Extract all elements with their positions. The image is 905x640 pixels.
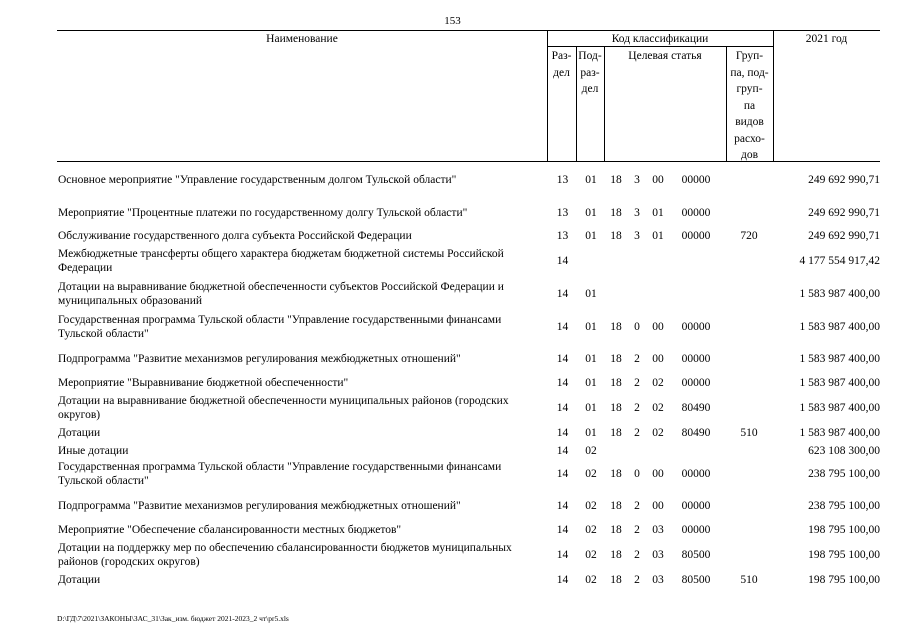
row-code-c2: 3 bbox=[634, 230, 640, 242]
header-vid bbox=[726, 48, 773, 164]
row-code-c4: 00000 bbox=[681, 468, 711, 480]
row-code-c2: 2 bbox=[634, 524, 640, 536]
table-row bbox=[0, 313, 905, 340]
row-code-c2: 2 bbox=[634, 549, 640, 561]
row-code-c2: 2 bbox=[634, 353, 640, 365]
row-code-c3: 00 bbox=[652, 353, 664, 365]
row-code-c4: 00000 bbox=[681, 207, 711, 219]
table-row bbox=[0, 460, 905, 487]
row-amount: 1 583 987 400,00 bbox=[799, 402, 880, 414]
row-code-pr: 01 bbox=[585, 427, 597, 439]
row-amount: 1 583 987 400,00 bbox=[799, 377, 880, 389]
col-divider-vid bbox=[773, 30, 774, 161]
row-code-c4: 80500 bbox=[681, 574, 711, 586]
file-path-footer: D:\ГД\7\2021\ЗАКОНЫ\ЗАС_31\Зак_изм. бюджет 2021-2023_2 чт\pr5.xls bbox=[57, 614, 289, 623]
row-code-c4: 00000 bbox=[681, 321, 711, 333]
row-code-c2: 0 bbox=[634, 468, 640, 480]
row-name: Подпрограмма "Развитие механизмов регулирования межбюджетных отношений" bbox=[58, 500, 461, 512]
row-code-c1: 18 bbox=[610, 174, 622, 186]
row-code-c3: 03 bbox=[652, 524, 664, 536]
row-code-c3: 02 bbox=[652, 377, 664, 389]
table-row bbox=[0, 394, 905, 421]
row-amount: 238 795 100,00 bbox=[808, 468, 880, 480]
row-code-c1: 18 bbox=[610, 230, 622, 242]
header-vid-line: видов bbox=[735, 116, 764, 128]
row-code-r: 14 bbox=[556, 288, 569, 300]
row-amount: 1 583 987 400,00 bbox=[799, 288, 880, 300]
row-code-c4: 00000 bbox=[681, 353, 711, 365]
header-vid-line: Груп- bbox=[735, 50, 764, 62]
row-name: Межбюджетные трансферты общего характера бюджетам бюджетной системы Российской Федерации bbox=[58, 248, 504, 274]
row-code-c2: 2 bbox=[634, 500, 640, 512]
row-name: Мероприятие "Процентные платежи по государственному долгу Тульской области" bbox=[58, 207, 468, 219]
row-code-r: 14 bbox=[556, 549, 569, 561]
row-code-c3: 00 bbox=[652, 500, 664, 512]
row-code-c3: 01 bbox=[652, 230, 664, 242]
row-code-c1: 18 bbox=[610, 524, 622, 536]
row-amount: 238 795 100,00 bbox=[808, 500, 880, 512]
row-amount: 1 583 987 400,00 bbox=[799, 321, 880, 333]
row-code-v: 510 bbox=[740, 574, 758, 586]
row-code-pr: 02 bbox=[585, 468, 597, 480]
header-vid-line: па, под- bbox=[730, 66, 769, 79]
row-code-r: 13 bbox=[556, 174, 569, 186]
row-code-pr: 01 bbox=[585, 288, 597, 300]
table-row bbox=[0, 173, 905, 191]
row-code-pr: 01 bbox=[585, 230, 597, 242]
row-amount: 1 583 987 400,00 bbox=[799, 427, 880, 439]
row-name: Дотации на выравнивание бюджетной обеспеченности субъектов Российской Федерации и муниципальных образований bbox=[58, 281, 504, 307]
row-code-c3: 02 bbox=[652, 427, 664, 439]
row-code-c3: 01 bbox=[652, 207, 664, 219]
row-name: Государственная программа Тульской области "Управление государственными финансами Тульской области" bbox=[58, 461, 502, 487]
row-code-c2: 2 bbox=[634, 427, 640, 439]
row-code-c2: 0 bbox=[634, 321, 640, 333]
row-code-c1: 18 bbox=[610, 402, 622, 414]
table-row bbox=[0, 426, 905, 444]
header-razdel bbox=[547, 48, 576, 81]
row-code-c3: 00 bbox=[652, 321, 664, 333]
row-code-c4: 00000 bbox=[681, 230, 711, 242]
header-podrazdel bbox=[576, 48, 604, 98]
row-code-r: 14 bbox=[556, 468, 569, 480]
row-code-c4: 00000 bbox=[681, 500, 711, 512]
row-name: Дотации bbox=[58, 427, 101, 439]
row-amount: 249 692 990,71 bbox=[808, 230, 880, 242]
row-code-c1: 18 bbox=[610, 468, 622, 480]
row-amount: 249 692 990,71 bbox=[808, 207, 880, 219]
header-vid-line: па bbox=[743, 99, 756, 112]
row-code-c1: 18 bbox=[610, 321, 622, 333]
row-code-c3: 02 bbox=[652, 402, 664, 414]
table-row bbox=[0, 541, 905, 568]
row-code-v: 720 bbox=[740, 230, 758, 242]
header-vid-line: расхо- bbox=[734, 132, 765, 145]
table-row bbox=[0, 247, 905, 274]
row-name: Дотации на выравнивание бюджетной обеспеченности муниципальных районов (городских округов) bbox=[58, 395, 509, 421]
row-code-c1: 18 bbox=[610, 427, 622, 439]
row-code-r: 14 bbox=[556, 353, 569, 365]
row-code-r: 13 bbox=[556, 207, 569, 219]
header-year: 2021 год bbox=[805, 33, 848, 45]
row-code-pr: 01 bbox=[585, 377, 597, 389]
row-code-r: 14 bbox=[556, 500, 569, 512]
row-code-c3: 03 bbox=[652, 574, 664, 586]
row-code-pr: 02 bbox=[585, 500, 597, 512]
row-name: Мероприятие "Обеспечение сбалансированности местных бюджетов" bbox=[58, 524, 402, 536]
row-name: Дотации на поддержку мер по обеспечению сбалансированности бюджетов муниципальных районов (городских округов) bbox=[58, 542, 512, 568]
header-vid-line: дов bbox=[740, 149, 759, 161]
row-code-pr: 01 bbox=[585, 321, 597, 333]
row-code-r: 14 bbox=[556, 321, 569, 333]
row-code-c1: 18 bbox=[610, 574, 622, 586]
header-razdel-line: дел bbox=[553, 66, 570, 79]
header-podrazdel-line: дел bbox=[581, 83, 599, 95]
row-code-c2: 2 bbox=[634, 377, 640, 389]
row-code-c3: 03 bbox=[652, 549, 664, 561]
row-code-r: 14 bbox=[556, 377, 569, 389]
row-code-c1: 18 bbox=[610, 353, 622, 365]
row-amount: 1 583 987 400,00 bbox=[799, 353, 880, 365]
row-code-c4: 80490 bbox=[681, 402, 711, 414]
row-amount: 198 795 100,00 bbox=[808, 549, 880, 561]
header-vid-line: груп- bbox=[736, 83, 763, 95]
row-code-c4: 00000 bbox=[681, 377, 711, 389]
row-code-pr: 01 bbox=[585, 402, 597, 414]
row-name: Обслуживание государственного долга субъекта Российской Федерации bbox=[58, 230, 412, 242]
row-name: Государственная программа Тульской области "Управление государственными финансами Тульской области" bbox=[58, 314, 502, 340]
header-razdel-line: Раз- bbox=[551, 50, 572, 62]
row-code-pr: 02 bbox=[585, 445, 597, 457]
row-code-c4: 00000 bbox=[681, 174, 711, 186]
row-amount: 4 177 554 917,42 bbox=[799, 255, 880, 267]
header-target: Целевая статья bbox=[628, 50, 702, 62]
header-podrazdel-line: Под- bbox=[578, 50, 602, 62]
row-name: Иные дотации bbox=[58, 445, 129, 457]
row-name: Основное мероприятие "Управление государственным долгом Тульской области" bbox=[58, 174, 457, 186]
row-code-pr: 02 bbox=[585, 574, 597, 586]
row-code-pr: 01 bbox=[585, 207, 597, 219]
row-amount: 249 692 990,71 bbox=[808, 174, 880, 186]
row-code-c4: 80500 bbox=[681, 549, 711, 561]
row-code-c4: 00000 bbox=[681, 524, 711, 536]
row-amount: 198 795 100,00 bbox=[808, 574, 880, 586]
table-row bbox=[0, 352, 905, 370]
row-code-r: 14 bbox=[556, 402, 569, 414]
row-code-c2: 2 bbox=[634, 402, 640, 414]
row-name: Мероприятие "Выравнивание бюджетной обеспеченности" bbox=[58, 377, 349, 389]
row-code-v: 510 bbox=[740, 427, 758, 439]
row-code-c1: 18 bbox=[610, 207, 622, 219]
row-code-c1: 18 bbox=[610, 377, 622, 389]
header-code-group: Код классификации bbox=[611, 33, 709, 45]
row-amount: 623 108 300,00 bbox=[808, 445, 880, 457]
row-code-r: 14 bbox=[556, 524, 569, 536]
row-code-c1: 18 bbox=[610, 549, 622, 561]
row-code-pr: 01 bbox=[585, 174, 597, 186]
header-podrazdel-line: раз- bbox=[580, 66, 600, 79]
row-code-r: 14 bbox=[556, 445, 569, 457]
row-code-r: 14 bbox=[556, 574, 569, 586]
row-code-c2: 3 bbox=[634, 174, 640, 186]
row-code-r: 14 bbox=[556, 427, 569, 439]
row-code-pr: 02 bbox=[585, 524, 597, 536]
row-code-r: 14 bbox=[556, 255, 569, 267]
table-row bbox=[0, 280, 905, 307]
table-row bbox=[0, 376, 905, 394]
row-name: Подпрограмма "Развитие механизмов регулирования межбюджетных отношений" bbox=[58, 353, 461, 365]
table-row bbox=[0, 206, 905, 224]
table-row bbox=[0, 523, 905, 541]
row-code-c3: 00 bbox=[652, 174, 664, 186]
row-code-c2: 2 bbox=[634, 574, 640, 586]
row-name: Дотации bbox=[58, 574, 101, 586]
table-row bbox=[0, 499, 905, 517]
row-code-c1: 18 bbox=[610, 500, 622, 512]
row-amount: 198 795 100,00 bbox=[808, 524, 880, 536]
table-row bbox=[0, 229, 905, 247]
row-code-pr: 02 bbox=[585, 549, 597, 561]
page-number: 153 bbox=[444, 15, 461, 27]
header-name: Наименование bbox=[266, 33, 338, 45]
row-code-pr: 01 bbox=[585, 353, 597, 365]
row-code-c4: 80490 bbox=[681, 427, 711, 439]
table-row bbox=[0, 573, 905, 591]
row-code-r: 13 bbox=[556, 230, 569, 242]
row-code-c2: 3 bbox=[634, 207, 640, 219]
row-code-c3: 00 bbox=[652, 468, 664, 480]
